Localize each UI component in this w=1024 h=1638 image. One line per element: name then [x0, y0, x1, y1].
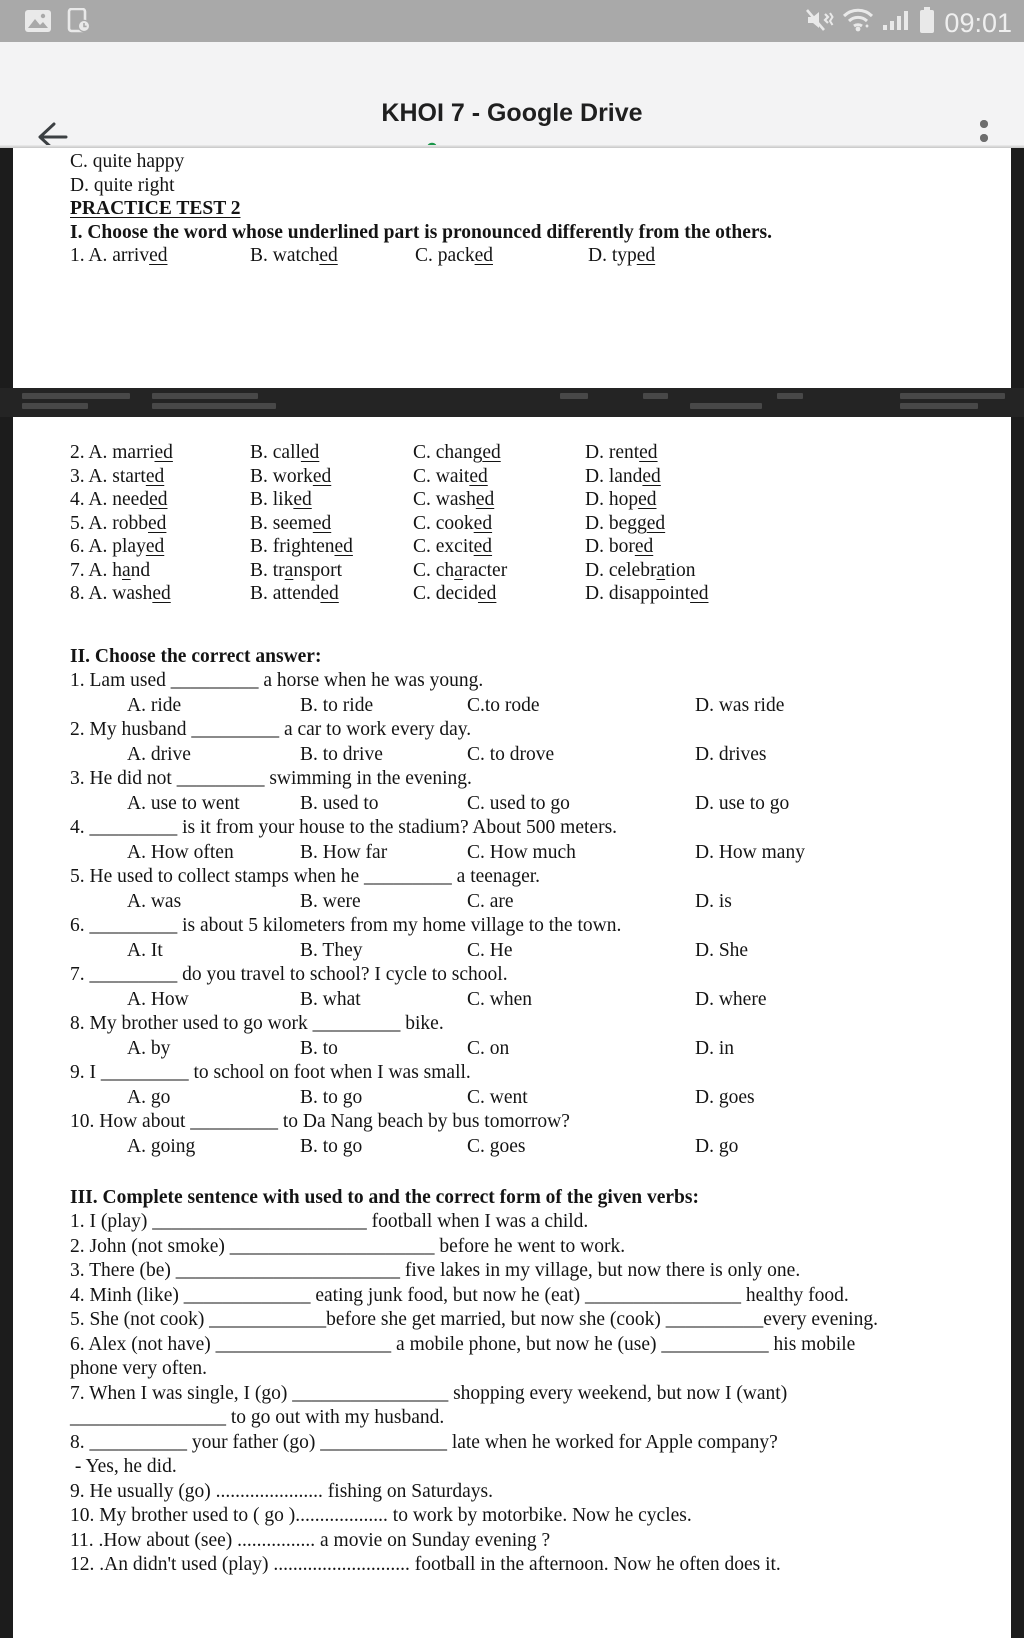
option: C. when	[467, 988, 532, 1010]
option: C. He	[467, 939, 513, 961]
option-word: C. decided	[413, 583, 497, 604]
option: A. It	[127, 939, 163, 961]
option: C. on	[467, 1037, 510, 1059]
option-word: C. character	[413, 559, 508, 581]
option: A. ride	[127, 694, 182, 716]
option-word: 8. A. washed	[70, 583, 171, 604]
options-row	[70, 743, 1010, 768]
option: D. in	[695, 1037, 734, 1059]
pronunciation-row	[70, 488, 1005, 512]
option-word: 6. A. played	[70, 536, 165, 557]
option: D. drives	[695, 743, 767, 765]
wifi-icon	[842, 7, 874, 38]
question-line: 7. _________ do you travel to school? I cycle to school.	[70, 964, 508, 985]
options-row	[70, 939, 1010, 964]
fill-in-line: 1. I (play) ______________________ football when I was a child.	[70, 1211, 589, 1232]
pronunciation-row	[70, 441, 1005, 465]
option-word: 3. A. started	[70, 465, 165, 487]
mute-vibrate-icon	[804, 6, 834, 39]
fill-in-line: 2. John (not smoke) _____________________ before he went to work.	[70, 1235, 626, 1257]
option-word: C. washed	[413, 489, 495, 510]
option: A. was	[127, 890, 182, 912]
options-row	[70, 988, 1010, 1013]
options-row	[70, 792, 1010, 817]
option: A. drive	[127, 743, 191, 765]
option: D. was ride	[695, 694, 785, 716]
option-word: D. begged	[585, 512, 666, 534]
question-line: 3. He did not _________ swimming in the evening.	[70, 768, 472, 789]
section3-heading: III. Complete sentence with used to and the correct form of the given verbs:	[70, 1187, 699, 1208]
option: A. going	[127, 1135, 196, 1157]
option: C. to drove	[467, 743, 555, 765]
document-viewport[interactable]	[0, 145, 1024, 1638]
question-line: 10. How about _________ to Da Nang beach by bus tomorrow?	[70, 1111, 570, 1132]
option-word: B. attended	[250, 583, 339, 604]
option: B. to ride	[300, 694, 374, 716]
option: A. by	[127, 1037, 171, 1059]
pronunciation-row	[70, 244, 1005, 268]
option-word: D. landed	[585, 465, 661, 487]
option-word: C. waited	[413, 465, 488, 487]
option-word: C. changed	[413, 442, 501, 463]
status-bar	[0, 0, 1024, 42]
options-row	[70, 1037, 1010, 1062]
fill-in-line: 4. Minh (like) _____________ eating junk food, but now he (eat) ________________ healthy food.	[70, 1284, 849, 1306]
pdf-page-1	[13, 148, 1011, 388]
fill-in-line: 8. __________ your father (go) _____________ late when he worked for Apple company?	[70, 1431, 778, 1453]
option: B. used to	[300, 792, 379, 814]
option-word: D. disappointed	[585, 583, 709, 604]
option-word: 2. A. married	[70, 442, 173, 463]
battery-icon	[918, 5, 936, 40]
fill-in-line: 10. My brother used to ( go )................... to work by motorbike. Now he cycles.	[70, 1505, 692, 1526]
option-word: B. transport	[250, 559, 343, 581]
options-row	[70, 890, 1010, 915]
option: C. are	[467, 890, 514, 912]
fill-in-line: 6. Alex (not have) __________________ a mobile phone, but now he (use) ___________ his mobile	[70, 1333, 856, 1355]
page-break-band	[0, 388, 1024, 417]
option: B. to	[300, 1037, 338, 1059]
option-word: D. rented	[585, 442, 658, 463]
question-line: 9. I _________ to school on foot when I was small.	[70, 1062, 471, 1083]
option: B. They	[300, 939, 363, 961]
pdf-page-2	[13, 417, 1011, 1638]
option-word: D. bored	[585, 536, 654, 557]
fill-in-line: 11. .How about (see) ................ a movie on Sunday evening ?	[70, 1529, 551, 1551]
option: B. to go	[300, 1086, 363, 1108]
option: D. She	[695, 939, 749, 961]
option: D. go	[695, 1135, 739, 1157]
option: B. what	[300, 988, 361, 1010]
gallery-icon	[24, 9, 52, 38]
test-title: PRACTICE TEST 2	[70, 198, 241, 220]
option: C. goes	[467, 1135, 526, 1157]
option-word: 5. A. robbed	[70, 512, 167, 534]
fill-in-line: ________________ to go out with my husband.	[70, 1407, 445, 1428]
option-word: D. hoped	[585, 489, 657, 510]
option-word: B. seemed	[250, 512, 332, 534]
section1-rows	[70, 441, 1005, 606]
browser-header	[0, 42, 1024, 145]
option-word: B. called	[250, 442, 320, 463]
answer-line: C. quite happy	[70, 151, 185, 172]
option-word: B. watched	[250, 245, 338, 267]
fill-in-line: 3. There (be) _______________________ five lakes in my village, but now there is only one.	[70, 1260, 801, 1281]
option: C. How much	[467, 841, 576, 863]
option: D. goes	[695, 1086, 755, 1108]
pronunciation-row	[70, 465, 1005, 489]
option: C. went	[467, 1086, 528, 1108]
question-line: 1. Lam used _________ a horse when he was young.	[70, 670, 484, 691]
option: B. to drive	[300, 743, 383, 765]
options-row	[70, 1135, 1010, 1160]
screen-capture-icon	[66, 8, 92, 39]
option: D. use to go	[695, 792, 790, 814]
options-row	[70, 694, 1010, 719]
option: A. use to went	[127, 792, 240, 814]
option: D. How many	[695, 841, 805, 863]
section2-questions	[70, 669, 1010, 1159]
fill-in-line: phone very often.	[70, 1358, 207, 1379]
option-word: B. worked	[250, 465, 332, 487]
question-line: 5. He used to collect stamps when he _________ a teenager.	[70, 866, 541, 887]
option: B. were	[300, 890, 361, 912]
option: A. How	[127, 988, 189, 1010]
signal-icon	[882, 7, 910, 38]
options-row	[70, 1086, 1010, 1111]
option: C. used to go	[467, 792, 570, 814]
pronunciation-row	[70, 512, 1005, 536]
option: A. How often	[127, 841, 234, 863]
fill-in-line: - Yes, he did.	[70, 1456, 177, 1477]
option: B. How far	[300, 841, 388, 863]
fill-in-line: 5. She (not cook) ____________before she get married, but now she (cook) __________every evening.	[70, 1309, 878, 1330]
pronunciation-row	[70, 582, 1005, 606]
option-word: D. typed	[588, 245, 656, 267]
option-word: 1. A. arrived	[70, 245, 168, 267]
section3-items	[70, 1210, 1015, 1578]
section1-heading: I. Choose the word whose underlined part is pronounced differently from the others.	[70, 221, 773, 243]
option-word: C. excited	[413, 536, 493, 557]
page-title: KHOI 7 - Google Drive	[381, 99, 643, 127]
pronunciation-row	[70, 535, 1005, 559]
section2-heading: II. Choose the correct answer:	[70, 646, 322, 667]
option: D. is	[695, 890, 732, 912]
clock-time: 09:01	[944, 7, 1012, 38]
pronunciation-row	[70, 559, 1005, 583]
option: B. to go	[300, 1135, 363, 1157]
question-line: 6. _________ is about 5 kilometers from my home village to the town.	[70, 915, 622, 936]
option-word: B. frightened	[250, 536, 353, 557]
option-word: D. celebration	[585, 559, 696, 581]
options-row	[70, 841, 1010, 866]
answer-line: D. quite right	[70, 174, 175, 196]
option-word: C. packed	[415, 245, 493, 267]
option: A. go	[127, 1086, 171, 1108]
fill-in-line: 9. He usually (go) ...................... fishing on Saturdays.	[70, 1480, 494, 1502]
option-word: C. cooked	[413, 512, 493, 534]
option-word: 4. A. needed	[70, 489, 168, 510]
option: C.to rode	[467, 694, 540, 716]
question-line: 4. _________ is it from your house to the stadium? About 500 meters.	[70, 817, 618, 838]
option-word: B. liked	[250, 489, 312, 510]
question-line: 8. My brother used to go work _________ bike.	[70, 1013, 444, 1034]
fill-in-line: 12. .An didn't used (play) ............................ football in the afternoon. Now he often does it.	[70, 1554, 781, 1575]
option-word: 7. A. hand	[70, 559, 151, 581]
question-line: 2. My husband _________ a car to work every day.	[70, 719, 472, 740]
option: D. where	[695, 988, 767, 1010]
fill-in-line: 7. When I was single, I (go) ________________ shopping every weekend, but now I (want)	[70, 1382, 788, 1404]
